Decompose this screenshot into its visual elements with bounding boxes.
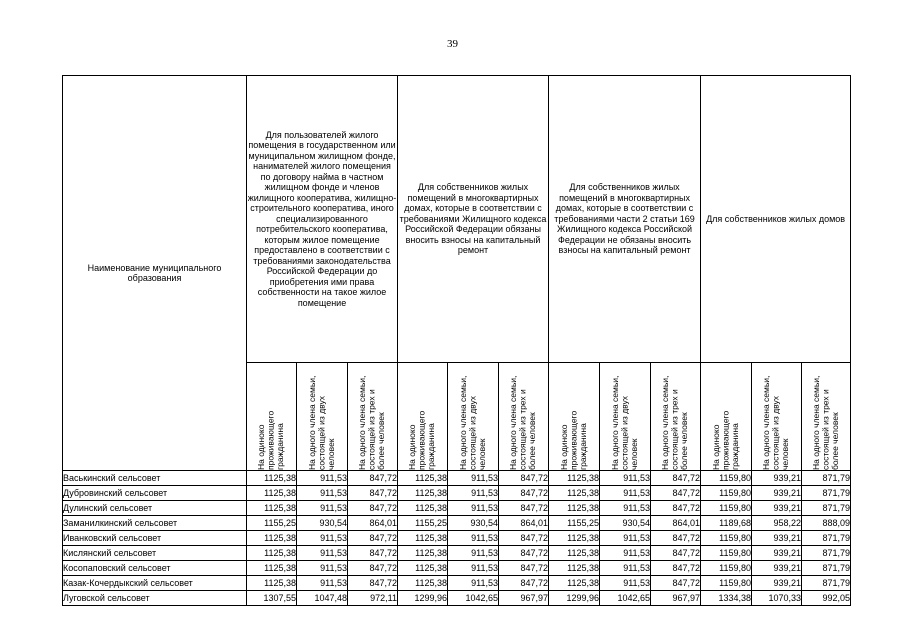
value-cell: 1047,48 — [297, 591, 348, 606]
value-cell: 871,79 — [802, 501, 851, 516]
value-cell: 939,21 — [752, 471, 802, 486]
municipality-name: Луговской сельсовет — [63, 591, 247, 606]
subcolumn-header — [348, 363, 398, 471]
subcolumn-header — [398, 363, 448, 471]
value-cell: 911,53 — [448, 576, 499, 591]
value-cell: 930,54 — [600, 516, 651, 531]
value-cell: 939,21 — [752, 501, 802, 516]
municipality-name: Кислянский сельсовет — [63, 546, 247, 561]
value-cell: 1155,25 — [549, 516, 600, 531]
value-cell: 911,53 — [297, 546, 348, 561]
group-header-house-owners: Для собственников жилых домов — [701, 76, 851, 363]
subcolumn-header — [499, 363, 549, 471]
group-header-owners-obliged: Для собственников жилых помещений в многоквартирных домах, которые в соответствии с требованиями Жилищного кодекса Российской Федерации обязаны вносить взносы на капитальный ремонт — [398, 76, 549, 363]
value-cell: 1334,38 — [701, 591, 752, 606]
value-cell: 847,72 — [651, 486, 701, 501]
municipality-name: Васькинский сельсовет — [63, 471, 247, 486]
table-row — [63, 471, 851, 486]
name-column-header: Наименование муниципального образования — [63, 76, 247, 471]
value-cell: 911,53 — [448, 471, 499, 486]
value-cell: 967,97 — [499, 591, 549, 606]
municipality-name: Косопаповский сельсовет — [63, 561, 247, 576]
value-cell: 1125,38 — [398, 546, 448, 561]
subcolumn-header-label: На одного члена семьи, состоящей из двух человек — [609, 375, 639, 470]
value-cell: 1125,38 — [549, 501, 600, 516]
value-cell: 847,72 — [651, 576, 701, 591]
value-cell: 911,53 — [600, 471, 651, 486]
value-cell: 1125,38 — [549, 561, 600, 576]
value-cell: 1159,80 — [701, 501, 752, 516]
value-cell: 1125,38 — [398, 531, 448, 546]
table-row — [63, 486, 851, 501]
value-cell: 1307,55 — [247, 591, 297, 606]
value-cell: 1159,80 — [701, 561, 752, 576]
value-cell: 911,53 — [600, 531, 651, 546]
subcolumn-header-label: На одиноко проживающего гражданина — [710, 410, 740, 470]
value-cell: 1125,38 — [247, 471, 297, 486]
value-cell: 847,72 — [348, 486, 398, 501]
subcolumn-header — [297, 363, 348, 471]
subcolumn-header-label: На одиноко проживающего гражданина — [558, 410, 588, 470]
value-cell: 911,53 — [297, 561, 348, 576]
value-cell: 871,79 — [802, 561, 851, 576]
value-cell: 1125,38 — [549, 576, 600, 591]
value-cell: 930,54 — [448, 516, 499, 531]
value-cell: 847,72 — [348, 561, 398, 576]
value-cell: 1159,80 — [701, 576, 752, 591]
value-cell: 1070,33 — [752, 591, 802, 606]
value-cell: 939,21 — [752, 546, 802, 561]
table-row — [63, 546, 851, 561]
value-cell: 911,53 — [448, 561, 499, 576]
value-cell: 911,53 — [448, 546, 499, 561]
value-cell: 847,72 — [499, 486, 549, 501]
value-cell: 847,72 — [651, 546, 701, 561]
value-cell: 911,53 — [600, 576, 651, 591]
value-cell: 930,54 — [297, 516, 348, 531]
value-cell: 939,21 — [752, 486, 802, 501]
municipality-name: Заманилкинский сельсовет — [63, 516, 247, 531]
subcolumn-header — [802, 363, 851, 471]
value-cell: 1125,38 — [549, 546, 600, 561]
subcolumn-header-label: На одного члена семьи, состоящей из трех и более человек — [508, 375, 538, 470]
value-cell: 911,53 — [448, 501, 499, 516]
subcolumn-header — [549, 363, 600, 471]
value-cell: 939,21 — [752, 531, 802, 546]
value-cell: 1299,96 — [549, 591, 600, 606]
value-cell: 847,72 — [348, 501, 398, 516]
value-cell: 1125,38 — [398, 561, 448, 576]
subcolumn-header-label: На одного члена семьи, состоящей из двух человек — [457, 375, 487, 470]
subcolumn-header — [247, 363, 297, 471]
value-cell: 1125,38 — [247, 561, 297, 576]
value-cell: 911,53 — [448, 531, 499, 546]
value-cell: 911,53 — [297, 486, 348, 501]
value-cell: 864,01 — [499, 516, 549, 531]
value-cell: 847,72 — [651, 471, 701, 486]
subcolumn-header — [752, 363, 802, 471]
value-cell: 1042,65 — [448, 591, 499, 606]
value-cell: 864,01 — [348, 516, 398, 531]
value-cell: 871,79 — [802, 546, 851, 561]
value-cell: 911,53 — [297, 531, 348, 546]
value-cell: 1042,65 — [600, 591, 651, 606]
group-header-tenants: Для пользователей жилого помещения в государственном или муниципальном жилищном фонде, нанимателей жилого помещения по договору найма в частном жилищном фонде и членов жилищного кооператива, жилищно-строительного кооператива, иного специализированного потребительского кооператива, которым жилое помещение предоставлено в соответствии с требованиями законодательства Российской Федерации до приобретения ими права собственности на такое жилое помещение — [247, 76, 398, 363]
subcolumn-header — [448, 363, 499, 471]
value-cell: 1125,38 — [247, 576, 297, 591]
value-cell: 911,53 — [600, 501, 651, 516]
subcolumn-header — [600, 363, 651, 471]
table-body — [63, 471, 851, 606]
value-cell: 847,72 — [499, 561, 549, 576]
value-cell: 958,22 — [752, 516, 802, 531]
table-row — [63, 591, 851, 606]
table-row — [63, 501, 851, 516]
value-cell: 939,21 — [752, 561, 802, 576]
municipality-name: Дубровинский сельсовет — [63, 486, 247, 501]
value-cell: 911,53 — [600, 561, 651, 576]
table-row — [63, 576, 851, 591]
value-cell: 1125,38 — [398, 501, 448, 516]
value-cell: 1159,80 — [701, 546, 752, 561]
value-cell: 967,97 — [651, 591, 701, 606]
value-cell: 847,72 — [499, 531, 549, 546]
value-cell: 1125,38 — [398, 486, 448, 501]
value-cell: 911,53 — [297, 576, 348, 591]
value-cell: 847,72 — [651, 561, 701, 576]
value-cell: 847,72 — [348, 531, 398, 546]
value-cell: 1189,68 — [701, 516, 752, 531]
subcolumn-header-label: На одиноко проживающего гражданина — [256, 410, 286, 470]
value-cell: 911,53 — [297, 471, 348, 486]
value-cell: 1159,80 — [701, 531, 752, 546]
value-cell: 847,72 — [348, 546, 398, 561]
subcolumn-header — [651, 363, 701, 471]
subcolumn-header-label: На одного члена семьи, состоящей из трех и более человек — [660, 375, 690, 470]
subcolumn-header-label: На одного члена семьи, состоящей из двух человек — [761, 375, 791, 470]
value-cell: 1125,38 — [549, 531, 600, 546]
value-cell: 847,72 — [348, 576, 398, 591]
value-cell: 847,72 — [499, 501, 549, 516]
value-cell: 992,05 — [802, 591, 851, 606]
value-cell: 1125,38 — [549, 486, 600, 501]
value-cell: 1125,38 — [549, 471, 600, 486]
value-cell: 1155,25 — [247, 516, 297, 531]
value-cell: 847,72 — [651, 501, 701, 516]
value-cell: 911,53 — [448, 486, 499, 501]
value-cell: 871,79 — [802, 486, 851, 501]
value-cell: 911,53 — [297, 501, 348, 516]
value-cell: 1125,38 — [247, 531, 297, 546]
value-cell: 1159,80 — [701, 471, 752, 486]
subsistence-rates-table — [62, 75, 851, 606]
municipality-name: Иванковский сельсовет — [63, 531, 247, 546]
subcolumn-header — [701, 363, 752, 471]
value-cell: 939,21 — [752, 576, 802, 591]
value-cell: 1125,38 — [398, 576, 448, 591]
subcolumn-header-label: На одного члена семьи, состоящей из двух человек — [306, 375, 336, 470]
value-cell: 1299,96 — [398, 591, 448, 606]
value-cell: 847,72 — [499, 546, 549, 561]
table-row — [63, 531, 851, 546]
group-header-owners-not-obliged: Для собственников жилых помещений в многоквартирных домах, которые в соответствии с требованиями части 2 статьи 169 Жилищного кодекса Российской Федерации не обязаны вносить взносы на капитальный ремонт — [549, 76, 701, 363]
value-cell: 911,53 — [600, 546, 651, 561]
subcolumn-header-label: На одного члена семьи, состоящей из трех и более человек — [357, 375, 387, 470]
municipality-name: Дулинский сельсовет — [63, 501, 247, 516]
value-cell: 1155,25 — [398, 516, 448, 531]
municipality-name: Казак-Кочердыкский сельсовет — [63, 576, 247, 591]
value-cell: 847,72 — [499, 576, 549, 591]
value-cell: 864,01 — [651, 516, 701, 531]
page-number: 39 — [447, 38, 458, 50]
value-cell: 847,72 — [499, 471, 549, 486]
value-cell: 911,53 — [600, 486, 651, 501]
value-cell: 888,09 — [802, 516, 851, 531]
table-row — [63, 516, 851, 531]
value-cell: 972,11 — [348, 591, 398, 606]
value-cell: 847,72 — [651, 531, 701, 546]
value-cell: 847,72 — [348, 471, 398, 486]
value-cell: 1125,38 — [247, 501, 297, 516]
value-cell: 871,79 — [802, 471, 851, 486]
subcolumn-header-label: На одиноко проживающего гражданина — [407, 410, 437, 470]
value-cell: 1125,38 — [247, 486, 297, 501]
subcolumn-header-label: На одного члена семьи, состоящей из трех и более человек — [810, 375, 840, 470]
value-cell: 871,79 — [802, 531, 851, 546]
value-cell: 1125,38 — [398, 471, 448, 486]
value-cell: 1125,38 — [247, 546, 297, 561]
value-cell: 871,79 — [802, 576, 851, 591]
value-cell: 1159,80 — [701, 486, 752, 501]
table-row — [63, 561, 851, 576]
